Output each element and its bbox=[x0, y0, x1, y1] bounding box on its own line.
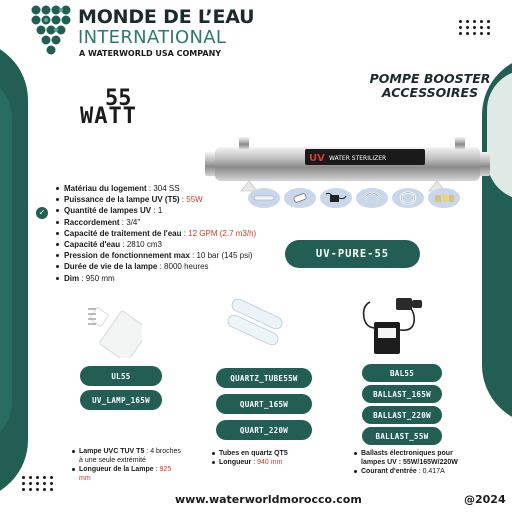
accessory-thumb-caps bbox=[428, 188, 460, 208]
spec-item: Capacité d'eau : 2810 cm3 bbox=[56, 239, 356, 250]
uv-lamp-image bbox=[82, 298, 142, 358]
year-label: @2024 bbox=[464, 493, 506, 506]
spec-list bbox=[56, 183, 356, 284]
ballast-image bbox=[352, 296, 432, 362]
note-item: Lampe UVC TUV T5 : 4 broches à une seule extrémité bbox=[72, 447, 182, 465]
note-item: Longueur de la Lampe : 925 mm bbox=[72, 465, 182, 483]
website-url[interactable]: www.waterworldmorocco.com bbox=[175, 493, 362, 506]
spec-item: Puissance de la lampe UV (T5) : 55W bbox=[56, 194, 356, 205]
note-item: Tubes en quartz QT5 bbox=[212, 449, 322, 458]
lamp-notes bbox=[72, 447, 182, 483]
brand-name: MONDE DE L’EAU bbox=[78, 6, 255, 28]
spec-item: Pression de fonctionnement max : 10 bar (145 psi) bbox=[56, 250, 356, 261]
part-ul55: UL55 bbox=[80, 366, 162, 386]
check-icon: ✓ bbox=[36, 207, 48, 219]
part-quart-220w: QUART_220W bbox=[216, 420, 312, 440]
note-item: Courant d'entrée : 0.417A bbox=[354, 467, 466, 476]
part-bal55: BAL55 bbox=[362, 364, 442, 382]
spec-item: Capacité de traitement de l'eau : 12 GPM (2.7 m3/h) bbox=[56, 228, 356, 239]
part-quart-165w: QUART_165W bbox=[216, 394, 312, 414]
part-uv-lamp-165w: UV_LAMP_165W bbox=[80, 390, 162, 410]
spec-item: Matériau du logement : 304 SS bbox=[56, 183, 356, 194]
dot-grid-icon bbox=[459, 20, 491, 35]
part-quartz-tube-55w: QUARTZ_TUBE55W bbox=[216, 368, 312, 388]
note-item: Ballasts électroniques pour lampes UV : 55W/165W/220W bbox=[354, 449, 466, 467]
spec-item: Raccordement : 3/4" bbox=[56, 217, 356, 228]
quartz-notes bbox=[212, 449, 322, 467]
brand-name-sub: INTERNATIONAL bbox=[78, 27, 227, 48]
heading-line-2: ACCESSOIRES bbox=[381, 85, 479, 100]
droplet-logo-icon bbox=[30, 4, 78, 58]
label-text: WATER STERILIZER bbox=[329, 155, 387, 162]
power-value: 55 bbox=[105, 86, 132, 111]
model-badge: UV-PURE-55 bbox=[285, 240, 420, 268]
quartz-tube-image bbox=[224, 298, 286, 350]
part-ballast-220w: BALLAST_220W bbox=[362, 406, 442, 424]
dot-grid-icon bbox=[22, 476, 54, 491]
label-brand-mark: UV bbox=[309, 153, 325, 164]
part-ballast-165w: BALLAST_165W bbox=[362, 385, 442, 403]
note-item: Longueur : 940 mm bbox=[212, 458, 322, 467]
ballast-notes bbox=[354, 449, 466, 476]
spec-item: Quantité de lampes UV : 1 bbox=[56, 205, 356, 216]
accessory-thumb-clip bbox=[356, 188, 388, 208]
left-decor-inner bbox=[0, 70, 12, 450]
accessories-heading bbox=[350, 72, 510, 100]
spec-item: Durée de vie de la lampe : 8000 heures bbox=[56, 261, 356, 272]
accessory-thumb-oring bbox=[392, 188, 424, 208]
brand-tagline: A WATERWORLD USA COMPANY bbox=[79, 49, 222, 58]
part-ballast-55w: BALLAST_55W bbox=[362, 427, 442, 445]
spec-item: Dim : 950 mm bbox=[56, 273, 356, 284]
heading-line-1: POMPE BOOSTER bbox=[369, 71, 491, 86]
power-unit: WATT bbox=[80, 104, 137, 129]
